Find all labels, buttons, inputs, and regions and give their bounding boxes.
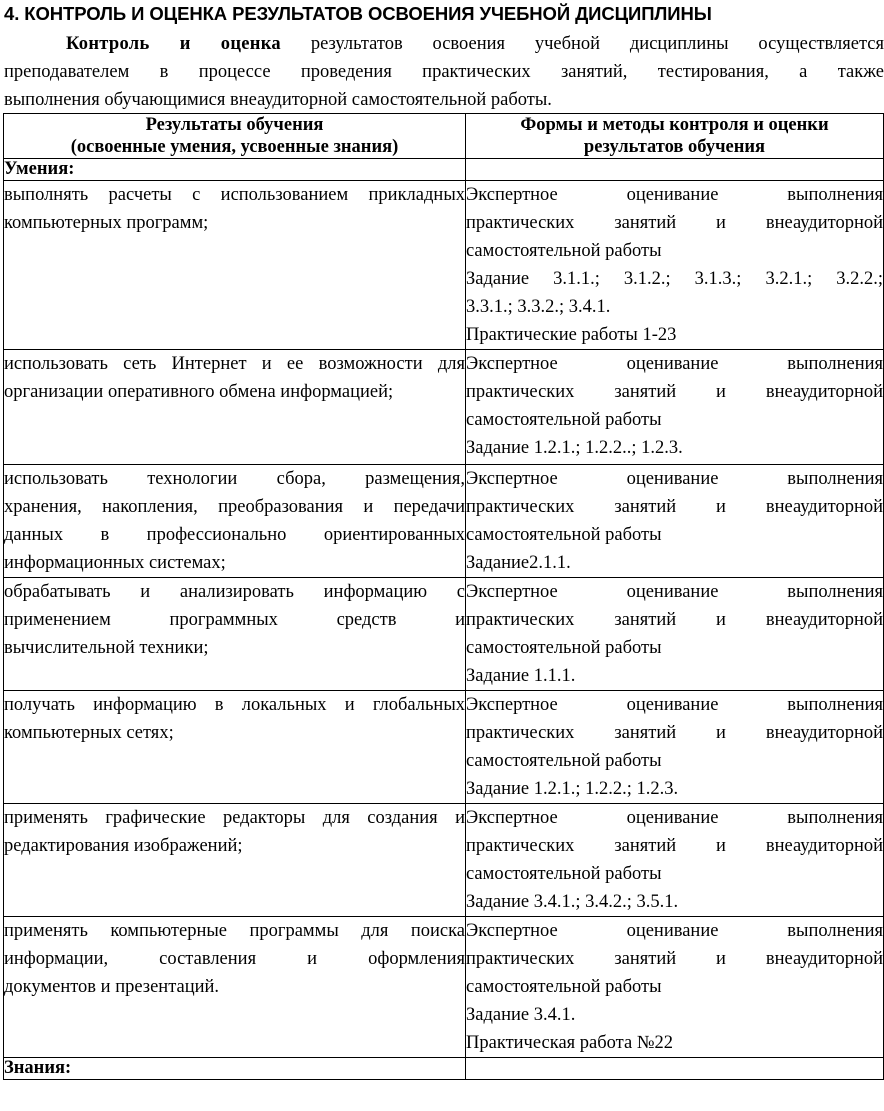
method-cell: Экспертное оценивание выполнения практических занятий и внеаудиторной самостоятельной работы Задание 1.2.1.; 1.2.2..; 1.2.3. bbox=[466, 350, 884, 465]
intro-paragraph bbox=[4, 30, 884, 114]
method-cell: Экспертное оценивание выполнения практических занятий и внеаудиторной самостоятельной работы Задание2.1.1. bbox=[466, 465, 884, 578]
skill-cell: использовать технологии сбора, размещения, хранения, накопления, преобразования и передачи данных в профессионально ориентированных информационных системах; bbox=[4, 465, 466, 578]
method-cell: Экспертное оценивание выполнения практических занятий и внеаудиторной самостоятельной работы Задание 1.2.1.; 1.2.2.; 1.2.3. bbox=[466, 691, 884, 804]
method-cell: Экспертное оценивание выполнения практических занятий и внеаудиторной самостоятельной работы Задание 1.1.1. bbox=[466, 578, 884, 691]
section-label-knowledge: Знания: bbox=[4, 1058, 466, 1080]
header-methods: Формы и методы контроля и оценки результатов обучения bbox=[466, 114, 884, 159]
table-row bbox=[4, 181, 884, 350]
results-table bbox=[3, 113, 884, 1080]
method-cell: Экспертное оценивание выполнения практических занятий и внеаудиторной самостоятельной работы Задание 3.1.1.; 3.1.2.; 3.1.3.; 3.2.1.; 3.2.2.; 3.3.1.; 3.3.2.; 3.4.1. Практические работы 1-23 bbox=[466, 181, 884, 350]
table-header-row bbox=[4, 114, 884, 159]
skill-cell: применять графические редакторы для создания и редактирования изображений; bbox=[4, 804, 466, 917]
intro-bold-phrase: Контроль и оценка bbox=[66, 34, 281, 54]
section-row-knowledge bbox=[4, 1058, 884, 1080]
intro-line-1: результатов освоения учебной дисциплины осуществляется bbox=[310, 34, 884, 54]
header-results: Результаты обучения (освоенные умения, усвоенные знания) bbox=[4, 114, 466, 159]
method-cell: Экспертное оценивание выполнения практических занятий и внеаудиторной самостоятельной работы Задание 3.4.1. Практическая работа №22 bbox=[466, 917, 884, 1058]
table-row bbox=[4, 350, 884, 465]
skill-cell: получать информацию в локальных и глобальных компьютерных сетях; bbox=[4, 691, 466, 804]
table-row bbox=[4, 465, 884, 578]
table-row bbox=[4, 804, 884, 917]
skill-cell: применять компьютерные программы для поиска информации, составления и оформления документов и презентаций. bbox=[4, 917, 466, 1058]
intro-line-3: выполнения обучающимися внеаудиторной самостоятельной работы. bbox=[4, 90, 552, 110]
method-cell: Экспертное оценивание выполнения практических занятий и внеаудиторной самостоятельной работы Задание 3.4.1.; 3.4.2.; 3.5.1. bbox=[466, 804, 884, 917]
section-label-skills: Умения: bbox=[4, 159, 466, 181]
skill-cell: обрабатывать и анализировать информацию с применением программных средств и вычислительной техники; bbox=[4, 578, 466, 691]
section-heading: 4. КОНТРОЛЬ И ОЦЕНКА РЕЗУЛЬТАТОВ ОСВОЕНИЯ УЧЕБНОЙ ДИСЦИПЛИНЫ bbox=[4, 3, 712, 24]
table-row bbox=[4, 691, 884, 804]
table-row bbox=[4, 578, 884, 691]
skill-cell: выполнять расчеты с использованием прикладных компьютерных программ; bbox=[4, 181, 466, 350]
table-row bbox=[4, 917, 884, 1058]
skill-cell: использовать сеть Интернет и ее возможности для организации оперативного обмена информацией; bbox=[4, 350, 466, 465]
section-row-skills bbox=[4, 159, 884, 181]
intro-line-2: преподавателем в процессе проведения практических занятий, тестирования, а также bbox=[4, 62, 884, 82]
